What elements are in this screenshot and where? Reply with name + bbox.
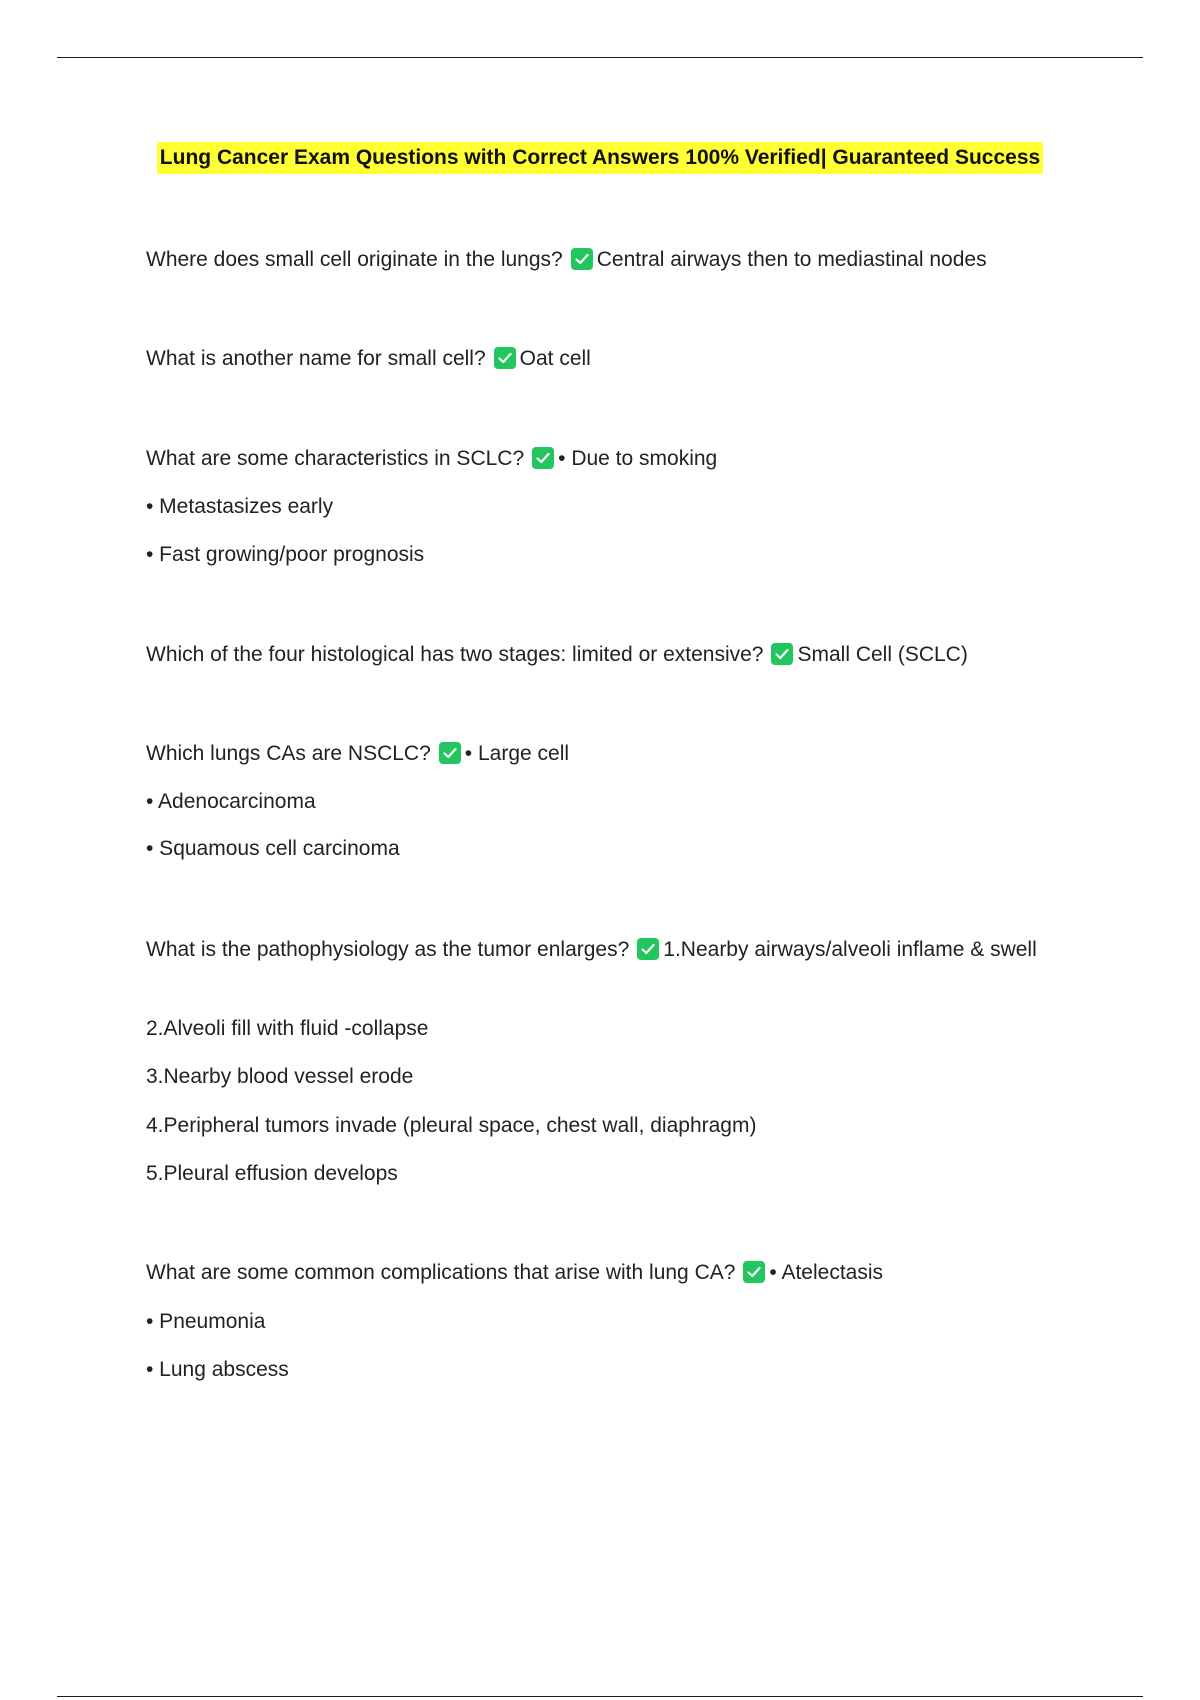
answer-continuation: • Squamous cell carcinoma <box>146 837 400 860</box>
check-mark-icon <box>743 1261 765 1283</box>
check-mark-icon <box>532 447 554 469</box>
qa-item <box>146 1256 1066 1289</box>
answer-text: Oat cell <box>519 347 591 370</box>
answer-text: Central airways then to mediastinal nodes <box>596 248 987 271</box>
answer-continuation: • Metastasizes early <box>146 495 334 518</box>
answer-continuation: • Adenocarcinoma <box>146 790 316 813</box>
title-block <box>0 142 1200 174</box>
check-mark-icon <box>571 248 593 270</box>
answer-continuation: • Lung abscess <box>146 1358 289 1381</box>
qa-item <box>146 638 1066 671</box>
check-mark-icon <box>637 938 659 960</box>
question-text: Which lungs CAs are NSCLC? <box>146 742 431 765</box>
answer-text: • Atelectasis <box>769 1261 883 1284</box>
question-text: What are some characteristics in SCLC? <box>146 447 525 470</box>
question-text: What is another name for small cell? <box>146 347 486 370</box>
qa-item <box>146 342 1066 375</box>
footer-rule <box>57 1696 1143 1697</box>
answer-continuation: • Fast growing/poor prognosis <box>146 543 425 566</box>
check-mark-icon <box>439 742 461 764</box>
answer-text: • Due to smoking <box>558 447 718 470</box>
answer-continuation: 5.Pleural effusion develops <box>146 1162 398 1185</box>
qa-item <box>146 933 1066 966</box>
answer-continuation: 3.Nearby blood vessel erode <box>146 1065 414 1088</box>
answer-continuation: 2.Alveoli fill with fluid -collapse <box>146 1017 429 1040</box>
answer-text: 1.Nearby airways/alveoli inflame & swell <box>663 938 1037 961</box>
qa-item <box>146 243 1066 276</box>
question-text: Which of the four histological has two stages: limited or extensive? <box>146 643 764 666</box>
check-mark-icon <box>494 347 516 369</box>
question-text: What is the pathophysiology as the tumor enlarges? <box>146 938 630 961</box>
answer-continuation: • Pneumonia <box>146 1310 266 1333</box>
question-text: What are some common complications that arise with lung CA? <box>146 1261 736 1284</box>
qa-item <box>146 442 1066 475</box>
qa-item <box>146 737 1066 770</box>
question-text: Where does small cell originate in the lungs? <box>146 248 563 271</box>
answer-text: • Large cell <box>464 742 570 765</box>
answer-text: Small Cell (SCLC) <box>797 643 968 666</box>
answer-continuation: 4.Peripheral tumors invade (pleural space, chest wall, diaphragm) <box>146 1114 757 1137</box>
header-rule <box>57 57 1143 58</box>
check-mark-icon <box>771 643 793 665</box>
document-title: Lung Cancer Exam Questions with Correct Answers 100% Verified| Guaranteed Success <box>157 142 1043 174</box>
